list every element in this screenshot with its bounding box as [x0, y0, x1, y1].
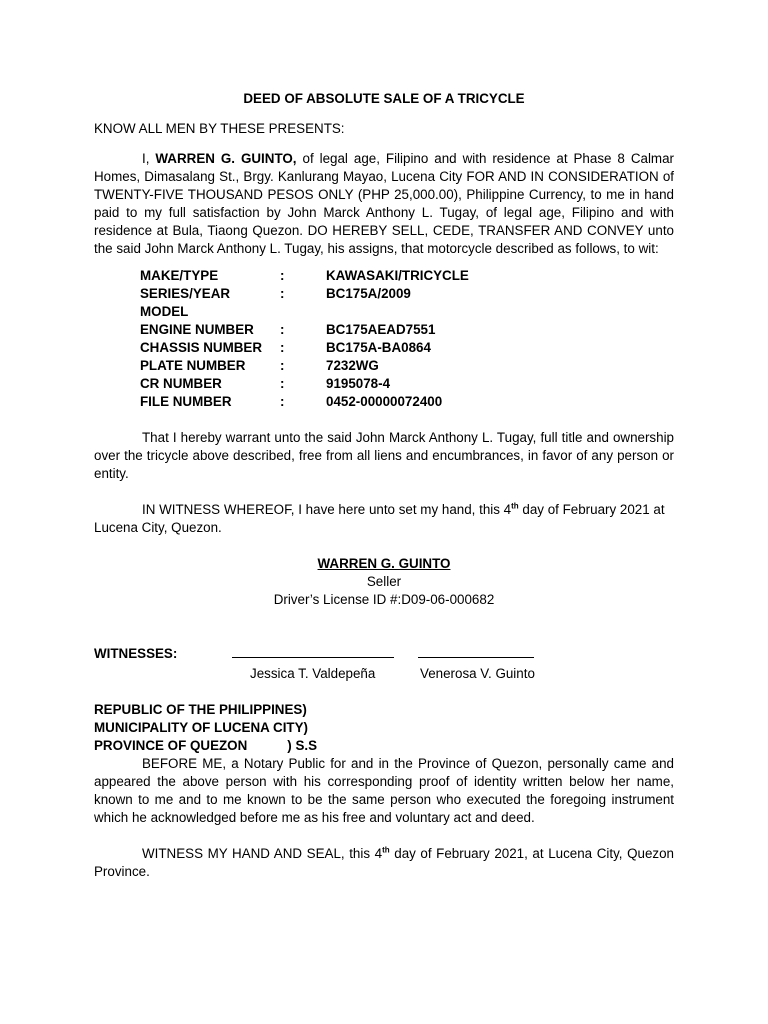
- spec-colon: :: [280, 340, 285, 355]
- spec-row: [140, 267, 469, 285]
- spec-row: [140, 357, 469, 375]
- spec-label: PLATE NUMBER: [140, 358, 246, 373]
- venue-municipality: MUNICIPALITY OF LUCENA CITY): [94, 720, 308, 735]
- spec-value: 7232WG: [326, 358, 379, 373]
- deed-document: [94, 82, 674, 881]
- spec-row: [140, 339, 469, 357]
- spec-colon: :: [280, 376, 285, 391]
- p5-superscript: th: [382, 845, 390, 855]
- spec-colon: :: [280, 286, 285, 301]
- seller-name: WARREN G. GUINTO: [317, 556, 451, 571]
- spec-row: [140, 321, 469, 339]
- spec-row: [140, 393, 469, 411]
- paragraph-in-witness: [94, 501, 674, 537]
- opening-line: KNOW ALL MEN BY THESE PRESENTS:: [94, 121, 345, 136]
- spec-label: CHASSIS NUMBER: [140, 340, 263, 355]
- p3-text-b: day of February 2021 at Lucena City, Quezon.: [94, 502, 665, 535]
- p1-prefix: I,: [142, 151, 156, 166]
- witness-signature-line-1: [232, 657, 394, 658]
- document-title: DEED OF ABSOLUTE SALE OF A TRICYCLE: [243, 91, 525, 106]
- paragraph-warranty: That I hereby warrant unto the said John Marck Anthony L. Tugay, full title and ownership over the tricycle above described, free from all liens and encumbrances, in favor of any person or entity.: [94, 430, 674, 481]
- p5-text-a: WITNESS MY HAND AND SEAL, this 4: [142, 846, 383, 861]
- spec-colon: :: [280, 322, 285, 337]
- vehicle-specs-table: [140, 267, 469, 411]
- spec-value: BC175A-BA0864: [326, 340, 431, 355]
- seller-name-inline: WARREN G. GUINTO,: [155, 151, 297, 166]
- paragraph-notary: BEFORE ME, a Notary Public for and in the Province of Quezon, personally came and appeared the above person with his corresponding proof of identity written below her name, known to me and to me known to be the same person who executed the foregoing instrument which he acknowledged before me as his free and voluntary act and deed.: [94, 756, 674, 825]
- witness-name-2: Venerosa V. Guinto: [420, 666, 535, 681]
- p5-text-b: day of February 2021, at Lucena City, Quezon Province.: [94, 846, 674, 879]
- spec-value: BC175A/2009: [326, 286, 411, 301]
- p1-text: of legal age, Filipino and with residence at Phase 8 Calmar Homes, Dimasalang St., Brgy. Kanlurang Mayao, Lucena City FOR AND IN CONSIDERATION of TWENTY-FIVE THOUSAND PESOS ONLY (PHP 25,000.00), Philippine Currency, to me in hand paid to my full satisfaction by John Marck Anthony L. Tugay, of legal age, Filipino and with residence at Bula, Tiaong Quezon. DO HEREBY SELL, CEDE, TRANSFER AND CONVEY unto the said John Marck Anthony L. Tugay, his assigns, that motorcycle described as follows, to wit:: [94, 151, 674, 256]
- witness-name-1: Jessica T. Valdepeña: [250, 666, 376, 681]
- spec-value: 9195078-4: [326, 376, 391, 391]
- spec-value: 0452-00000072400: [326, 394, 443, 409]
- seller-signature-block: [94, 555, 674, 609]
- spec-colon: :: [280, 394, 285, 409]
- spec-row: [140, 285, 469, 321]
- spec-label: SERIES/YEAR MODEL: [140, 286, 231, 319]
- venue-block: [94, 701, 674, 755]
- venue-province: PROVINCE OF QUEZON: [94, 738, 248, 753]
- venue-republic: REPUBLIC OF THE PHILIPPINES): [94, 702, 307, 717]
- spec-label: MAKE/TYPE: [140, 268, 219, 283]
- seller-license: Driver’s License ID #:D09-06-000682: [273, 592, 495, 607]
- spec-label: ENGINE NUMBER: [140, 322, 254, 337]
- venue-province-line: [94, 737, 674, 755]
- venue-ss: ) S.S: [287, 738, 318, 753]
- witness-signature-line-2: [418, 657, 534, 658]
- spec-row: [140, 375, 469, 393]
- witnesses-row: [94, 645, 674, 685]
- witnesses-label: WITNESSES:: [94, 646, 178, 661]
- spec-label: FILE NUMBER: [140, 394, 232, 409]
- p3-superscript: th: [511, 501, 519, 511]
- spec-colon: :: [280, 268, 285, 283]
- spec-value: KAWASAKI/TRICYCLE: [326, 268, 469, 283]
- spec-value: BC175AEAD7551: [326, 322, 436, 337]
- paragraph-sale-terms: [94, 150, 674, 258]
- p3-text-a: IN WITNESS WHEREOF, I have here unto set my hand, this 4: [142, 502, 512, 517]
- seller-role: Seller: [366, 574, 402, 589]
- spec-colon: :: [280, 358, 285, 373]
- spec-label: CR NUMBER: [140, 376, 222, 391]
- paragraph-hand-and-seal: [94, 845, 674, 881]
